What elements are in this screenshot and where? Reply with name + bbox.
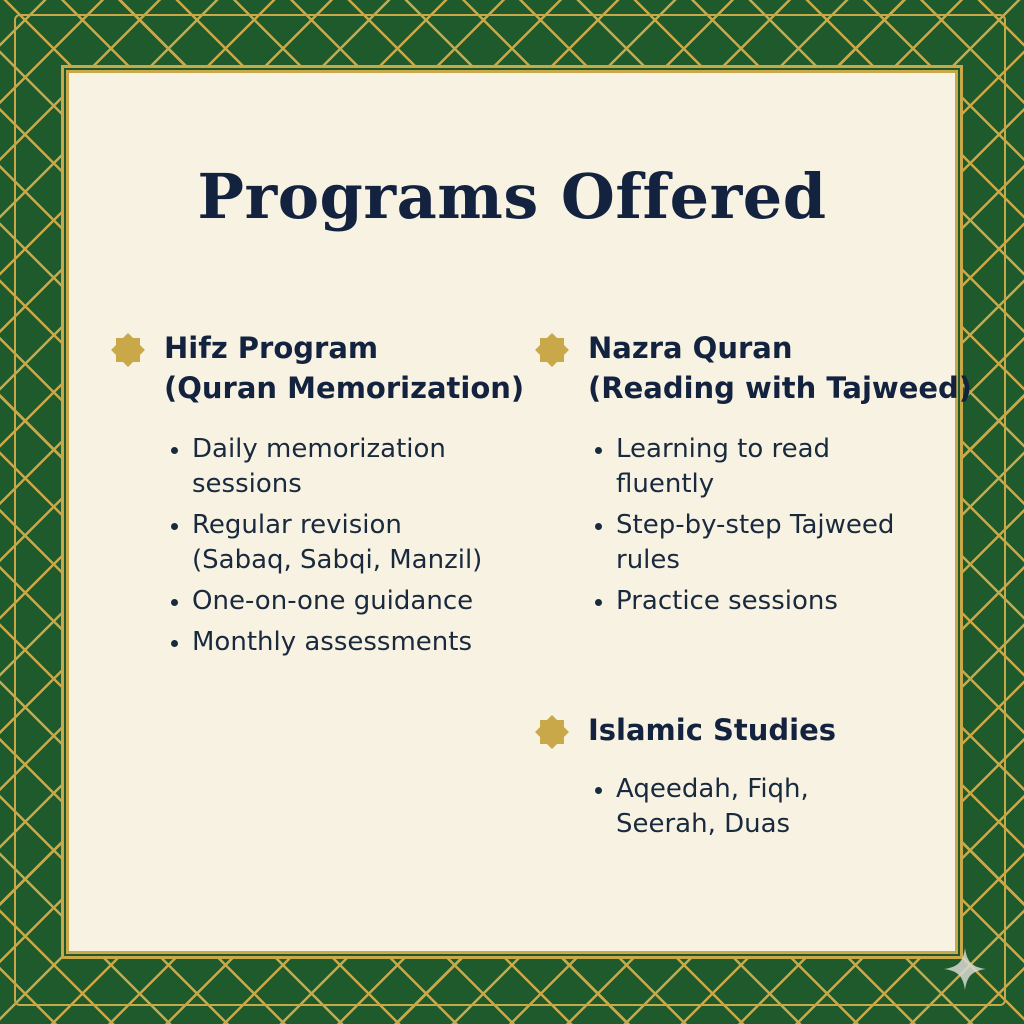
section-title-line: Islamic Studies bbox=[588, 713, 837, 747]
list-item bbox=[166, 625, 506, 660]
eight-point-star-icon bbox=[532, 712, 572, 752]
eight-point-star-icon bbox=[532, 330, 572, 370]
bullet-line: Monthly assessments bbox=[192, 627, 473, 657]
list-item bbox=[590, 432, 930, 502]
section-title-line: (Reading with Tajweed) bbox=[588, 371, 973, 405]
section-title-line: (Quran Memorization) bbox=[164, 371, 525, 405]
list-item bbox=[166, 432, 506, 502]
hifz-bullet-list bbox=[166, 432, 506, 666]
list-item bbox=[590, 584, 930, 619]
list-item bbox=[590, 508, 930, 578]
section-title-line: Nazra Quran bbox=[588, 331, 793, 365]
page-title: Programs Offered bbox=[197, 160, 827, 233]
list-item bbox=[590, 772, 930, 842]
islamic-studies-bullet-list bbox=[590, 772, 930, 848]
bullet-line: Seerah, Duas bbox=[616, 809, 791, 839]
bullet-line: Aqeedah, Fiqh, bbox=[616, 774, 809, 804]
bullet-line: Regular revision bbox=[192, 510, 402, 540]
sparkle-icon bbox=[940, 944, 990, 994]
list-item bbox=[166, 508, 506, 578]
bullet-line: fluently bbox=[616, 469, 715, 499]
section-title bbox=[588, 328, 972, 408]
bullet-line: Practice sessions bbox=[616, 586, 838, 616]
section-title bbox=[588, 710, 836, 750]
bullet-line: (Sabaq, Sabqi, Manzil) bbox=[192, 545, 483, 575]
bullet-line: sessions bbox=[192, 469, 302, 499]
bullet-line: Daily memorization bbox=[192, 434, 446, 464]
list-item bbox=[166, 584, 506, 619]
bullet-line: Step-by-step Tajweed bbox=[616, 510, 895, 540]
eight-point-star-icon bbox=[108, 330, 148, 370]
bullet-line: One-on-one guidance bbox=[192, 586, 474, 616]
section-title-line: Hifz Program bbox=[164, 331, 379, 365]
section-title bbox=[164, 328, 524, 408]
nazra-bullet-list bbox=[590, 432, 930, 625]
bullet-line: Learning to read bbox=[616, 434, 831, 464]
bullet-line: rules bbox=[616, 545, 680, 575]
